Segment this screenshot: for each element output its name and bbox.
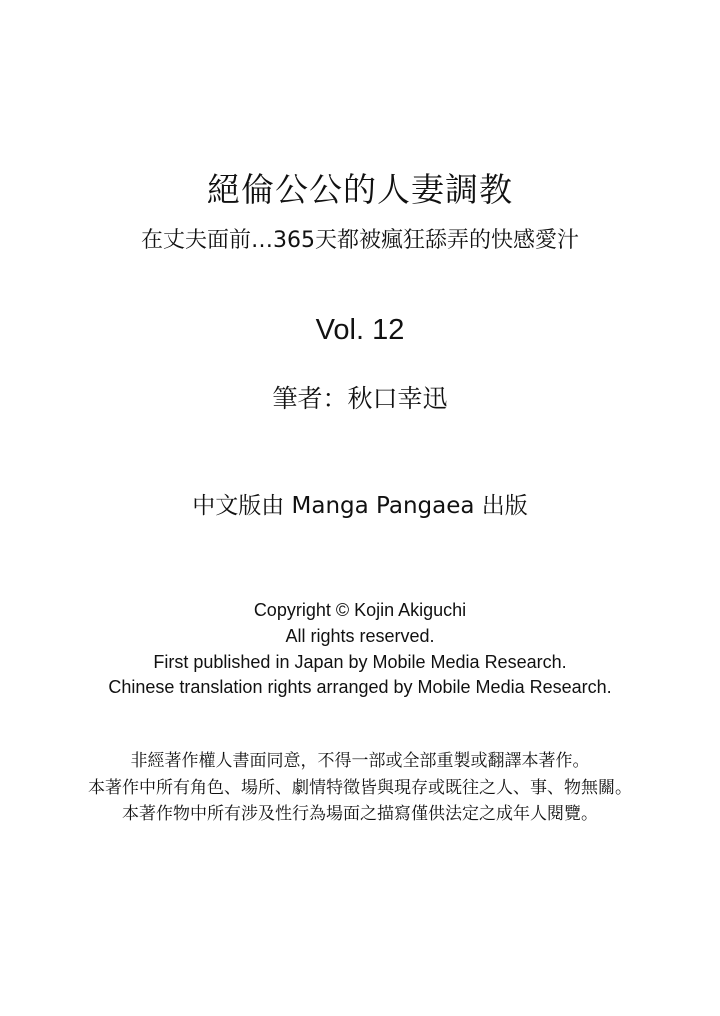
legal-notice-line: 本著作物中所有涉及性行為場面之描寫僅供法定之成年人閱覽。 [122, 804, 598, 824]
publisher-credit: 中文版由 Manga Pangaea 出版 [192, 493, 528, 519]
legal-notice-line: 本著作中所有角色、場所、劇情特徵皆與現存或既往之人、事、物無關。 [88, 778, 632, 798]
volume-number: Vol. 12 [315, 314, 405, 346]
copyright-line: Copyright © Kojin Akiguchi [253, 600, 467, 620]
author-credit: 筆者：秋口幸迅 [272, 384, 448, 413]
rights-reserved-line: All rights reserved. [285, 626, 435, 646]
book-title: 絕倫公公的人妻調教 [207, 170, 513, 209]
legal-notice-line: 非經著作權人書面同意，不得一部或全部重製或翻譯本著作。 [130, 751, 590, 771]
first-published-line: First published in Japan by Mobile Media Research. [153, 652, 567, 672]
translation-rights-line: Chinese translation rights arranged by Mobile Media Research. [108, 677, 612, 697]
book-subtitle: 在丈夫面前…365天都被瘋狂舔弄的快感愛汁 [141, 228, 579, 253]
